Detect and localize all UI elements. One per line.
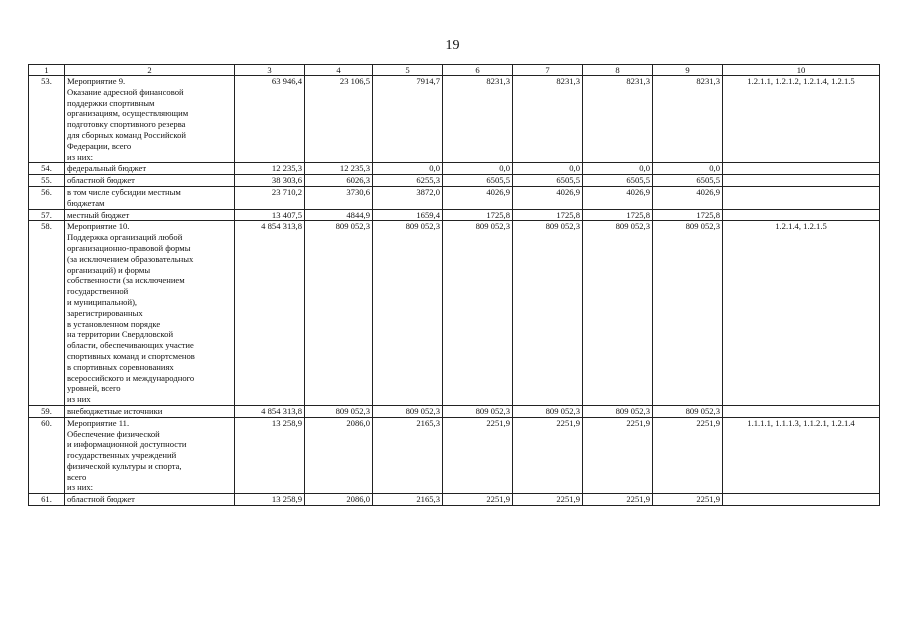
row-number: 60. [29, 417, 65, 494]
column-header: 2 [65, 65, 235, 76]
page-number: 19 [445, 38, 460, 53]
row-number: 53. [29, 76, 65, 163]
value-cell: 13 407,5 [235, 209, 305, 221]
value-cell: 809 052,3 [513, 221, 583, 406]
value-cell: 2165,3 [373, 417, 443, 494]
column-header: 6 [443, 65, 513, 76]
value-cell: 809 052,3 [443, 405, 513, 417]
column-header: 9 [653, 65, 723, 76]
column-header: 8 [583, 65, 653, 76]
column-header: 10 [723, 65, 880, 76]
row-name: Мероприятие 9. Оказание адресной финансовой поддержки спортивным организациям, осуществляющим подготовку спортивного резерва для сборных команд Российской Федерации, всего из них: [65, 76, 235, 163]
value-cell: 809 052,3 [653, 221, 723, 406]
target-indicators [723, 405, 880, 417]
value-cell: 1725,8 [513, 209, 583, 221]
value-cell: 2251,9 [513, 417, 583, 494]
target-indicators: 1.2.1.1, 1.2.1.2, 1.2.1.4, 1.2.1.5 [723, 76, 880, 163]
value-cell: 8231,3 [443, 76, 513, 163]
value-cell: 809 052,3 [373, 405, 443, 417]
value-cell: 2251,9 [443, 494, 513, 506]
value-cell: 63 946,4 [235, 76, 305, 163]
row-name: федеральный бюджет [65, 163, 235, 175]
value-cell: 809 052,3 [583, 221, 653, 406]
column-number-header-row [29, 65, 880, 76]
value-cell: 23 710,2 [235, 186, 305, 209]
budget-table [28, 64, 880, 506]
value-cell: 4026,9 [443, 186, 513, 209]
value-cell: 1725,8 [443, 209, 513, 221]
value-cell: 4844,9 [305, 209, 373, 221]
value-cell: 809 052,3 [443, 221, 513, 406]
value-cell: 4026,9 [583, 186, 653, 209]
table-row [29, 221, 880, 406]
table-row [29, 163, 880, 175]
value-cell: 1725,8 [653, 209, 723, 221]
target-indicators: 1.2.1.4, 1.2.1.5 [723, 221, 880, 406]
target-indicators [723, 175, 880, 187]
table-row [29, 417, 880, 494]
row-number: 56. [29, 186, 65, 209]
table-body [29, 76, 880, 506]
value-cell: 2251,9 [653, 417, 723, 494]
value-cell: 4026,9 [653, 186, 723, 209]
value-cell: 4 854 313,8 [235, 405, 305, 417]
value-cell: 13 258,9 [235, 417, 305, 494]
row-name: внебюджетные источники [65, 405, 235, 417]
value-cell: 809 052,3 [305, 221, 373, 406]
value-cell: 8231,3 [653, 76, 723, 163]
value-cell: 8231,3 [513, 76, 583, 163]
row-name: областной бюджет [65, 494, 235, 506]
column-header: 5 [373, 65, 443, 76]
value-cell: 23 106,5 [305, 76, 373, 163]
value-cell: 6505,5 [583, 175, 653, 187]
value-cell: 2251,9 [513, 494, 583, 506]
value-cell: 2251,9 [443, 417, 513, 494]
table-row [29, 175, 880, 187]
row-number: 57. [29, 209, 65, 221]
value-cell: 2165,3 [373, 494, 443, 506]
value-cell: 0,0 [583, 163, 653, 175]
target-indicators: 1.1.1.1, 1.1.1.3, 1.1.2.1, 1.2.1.4 [723, 417, 880, 494]
column-header: 7 [513, 65, 583, 76]
row-name: местный бюджет [65, 209, 235, 221]
value-cell: 1725,8 [583, 209, 653, 221]
value-cell: 6255,3 [373, 175, 443, 187]
row-number: 61. [29, 494, 65, 506]
value-cell: 809 052,3 [305, 405, 373, 417]
row-number: 58. [29, 221, 65, 406]
column-header: 3 [235, 65, 305, 76]
value-cell: 12 235,3 [235, 163, 305, 175]
table-row [29, 494, 880, 506]
value-cell: 2251,9 [583, 417, 653, 494]
target-indicators [723, 209, 880, 221]
column-header: 4 [305, 65, 373, 76]
value-cell: 13 258,9 [235, 494, 305, 506]
row-number: 54. [29, 163, 65, 175]
row-name: в том числе субсидии местным бюджетам [65, 186, 235, 209]
value-cell: 2086,0 [305, 494, 373, 506]
value-cell: 2251,9 [653, 494, 723, 506]
table-row [29, 76, 880, 163]
row-name: Мероприятие 11. Обеспечение физической и информационной доступности государственных учреждений физической культуры и спорта, всего из них: [65, 417, 235, 494]
value-cell: 809 052,3 [513, 405, 583, 417]
value-cell: 6505,5 [443, 175, 513, 187]
row-number: 59. [29, 405, 65, 417]
value-cell: 12 235,3 [305, 163, 373, 175]
value-cell: 2251,9 [583, 494, 653, 506]
value-cell: 6026,3 [305, 175, 373, 187]
value-cell: 4026,9 [513, 186, 583, 209]
target-indicators [723, 494, 880, 506]
row-name: областной бюджет [65, 175, 235, 187]
value-cell: 1659,4 [373, 209, 443, 221]
value-cell: 3872,0 [373, 186, 443, 209]
row-number: 55. [29, 175, 65, 187]
table-row [29, 405, 880, 417]
value-cell: 6505,5 [653, 175, 723, 187]
table-row [29, 209, 880, 221]
value-cell: 0,0 [653, 163, 723, 175]
value-cell: 6505,5 [513, 175, 583, 187]
row-name: Мероприятие 10. Поддержка организаций любой организационно-правовой формы (за исключением образовательных организаций) и формы собственности (за исключением государственной и муниципальной), зарегистрированных в установленном порядке на территории Свердловской области, обеспечивающих участие спортивных команд и спортсменов в спортивных соревнованиях всероссийского и международного уровней, всего из них [65, 221, 235, 406]
value-cell: 2086,0 [305, 417, 373, 494]
value-cell: 38 303,6 [235, 175, 305, 187]
value-cell: 809 052,3 [373, 221, 443, 406]
target-indicators [723, 186, 880, 209]
value-cell: 8231,3 [583, 76, 653, 163]
table-row [29, 186, 880, 209]
value-cell: 809 052,3 [653, 405, 723, 417]
value-cell: 0,0 [513, 163, 583, 175]
target-indicators [723, 163, 880, 175]
value-cell: 809 052,3 [583, 405, 653, 417]
column-header: 1 [29, 65, 65, 76]
value-cell: 4 854 313,8 [235, 221, 305, 406]
value-cell: 0,0 [443, 163, 513, 175]
value-cell: 7914,7 [373, 76, 443, 163]
value-cell: 3730,6 [305, 186, 373, 209]
value-cell: 0,0 [373, 163, 443, 175]
